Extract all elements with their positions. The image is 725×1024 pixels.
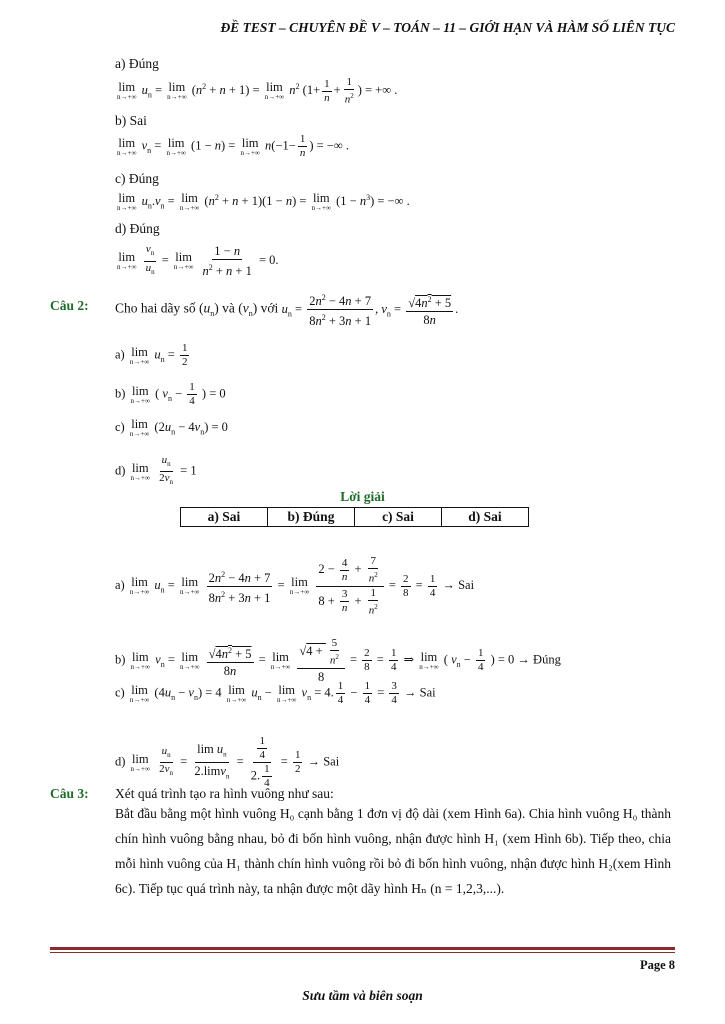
- solution-b-verdict: → Đúng: [517, 652, 561, 667]
- answer-a: a) Sai: [181, 508, 268, 527]
- answer-d: d) Sai: [442, 508, 529, 527]
- solution-d-equation: d) lim n→+∞ $\frac{u_n}{2v_n}$ = $\frac{\lim u_n}{2.\lim v_n}$ = $\frac{1}{4}$ 2. $\frac{1}{4}$ = $\frac{1}{2}$ → Sai: [115, 735, 340, 789]
- solution-a-verdict: → Sai: [442, 578, 475, 593]
- answer-c: c) Sai: [355, 508, 442, 527]
- solution-c-verdict: → Sai: [404, 685, 436, 700]
- q2-option-d: d) lim n→+∞ $\frac{u_n}{2v_n}$ = 1: [115, 454, 197, 487]
- prev-b-label: b) Sai: [115, 113, 147, 128]
- header-title: ĐỀ TEST – CHUYÊN ĐỀ V – TOÁN – 11 – GIỚI HẠN VÀ HÀM SỐ LIÊN TỤC: [220, 20, 675, 35]
- solution-c-equation: c) lim n→+∞ $(4u_n - v_n) = 4$ lim n→+∞ $u_n$ − lim n→+∞ $v_n = 4$. $\frac{1}{4}$ − $\frac{1}{4}$ = $\frac{3}{4}$ → Sai: [115, 680, 436, 706]
- footer-rule-thin: [50, 952, 675, 953]
- q2-stem-with: với: [260, 300, 279, 316]
- solution-b-equation: b) lim n→+∞ $v_n$ = lim n→+∞ $\frac{√4n^2 + 5}{8n}$ = lim n→+∞ √4 + $\frac{5}{n^2}$ 8 = $\frac{2}{8}$ = $\frac{1}{4}$ ⇒ lim n→+∞ ( $v_n$ − $\frac{1}{4}$ ) = 0 → Đúng: [115, 637, 561, 684]
- solution-d-verdict: → Sai: [307, 754, 340, 769]
- q3-label: Câu 3:: [50, 786, 89, 801]
- page-number: Page 8: [639, 958, 675, 972]
- q3-body: Bắt đầu bằng một hình vuông H₀ cạnh bằng 1 đơn vị độ dài (xem Hình 6a). Chia hình vuông H₀ thành chín hình vuông bằng nhau, bỏ đi bốn hình vuông, nhận được hình H₁ (xem Hình 6b). Tiếp theo, chia mỗi hình vuông của H₁ thành chín hình vuông rồi bỏ đi bốn hình vuông, nhận được hình H₂(xem Hình 6c). Tiếp tục quá trình này, ta nhận được một dãy hình Hₙ (n = 1,2,3,...).: [115, 806, 671, 896]
- prev-c-equation: lim n→+∞ $u_n.v_n$ = lim n→+∞ $(n^2 + n + 1)(1 - n)$ = lim n→+∞ $(1 - n^3)$ = −∞ .: [117, 191, 410, 213]
- q2-option-a: a) lim n→+∞ $u_n$ = $\frac{1}{2}$: [115, 342, 188, 368]
- q2-stem-text: Cho hai dãy số: [115, 300, 196, 316]
- solution-title: Lời giải: [340, 489, 385, 504]
- q2-stem-and: và: [222, 300, 235, 316]
- answer-table: [180, 507, 529, 527]
- solution-a-equation: a) lim n→+∞ $u_n$ = lim n→+∞ $\frac{2n^2 - 4n + 7}{8n^2 + 3n + 1}$ = lim n→+∞ 2 − $\frac{4}{n}$ + $\frac{7}{n^2}$ 8 + $\frac{3}{n}$ + $\frac{1}{n^2}$ = $\frac{2}{8}$ = $\frac{1}{4}$ → Sai: [115, 555, 475, 617]
- answer-b: b) Đúng: [268, 508, 355, 527]
- q3-intro: Xét quá trình tạo ra hình vuông như sau:: [115, 786, 334, 801]
- prev-c-label: c) Đúng: [115, 171, 159, 186]
- prev-a-equation: lim n→+∞ $u_n$ = lim n→+∞ $(n^2 + n + 1)$ = lim n→+∞ $n^2$ (1+ $\frac{1}{n}$ + $\frac{1}{n^2}$ ) = +∞ .: [117, 76, 398, 106]
- prev-b-equation: lim n→+∞ $v_n$ = lim n→+∞ (1 − n) = lim n→+∞ n(−1− $\frac{1}{n}$ ) = −∞ .: [117, 133, 349, 159]
- q2-option-c: c) lim n→+∞ $(2u_n - 4v_n) = 0$: [115, 417, 228, 438]
- footer-rule: [50, 947, 675, 950]
- prev-d-label: d) Đúng: [115, 221, 160, 236]
- q2-stem: Cho hai dãy số $(u_n)$ và $(v_n)$ với $u_n$ = $\frac{2n^2 - 4n + 7}{8n^2 + 3n + 1}$ , $v_n$ = $\frac{√4n^2 + 5}{8n}$ .: [115, 290, 458, 329]
- footer-credit: Sưu tầm và biên soạn: [302, 988, 423, 1003]
- prev-a-label: a) Đúng: [115, 56, 159, 71]
- q2-label: Câu 2:: [50, 298, 89, 313]
- prev-d-equation: lim n→+∞ $\frac{v_n}{u_n}$ = lim n→+∞ $\frac{1 - n}{n^2 + n + 1}$ = 0.: [117, 243, 279, 279]
- q2-option-b: b) lim n→+∞ ( $v_n$ − $\frac{1}{4}$ ) = 0: [115, 381, 226, 407]
